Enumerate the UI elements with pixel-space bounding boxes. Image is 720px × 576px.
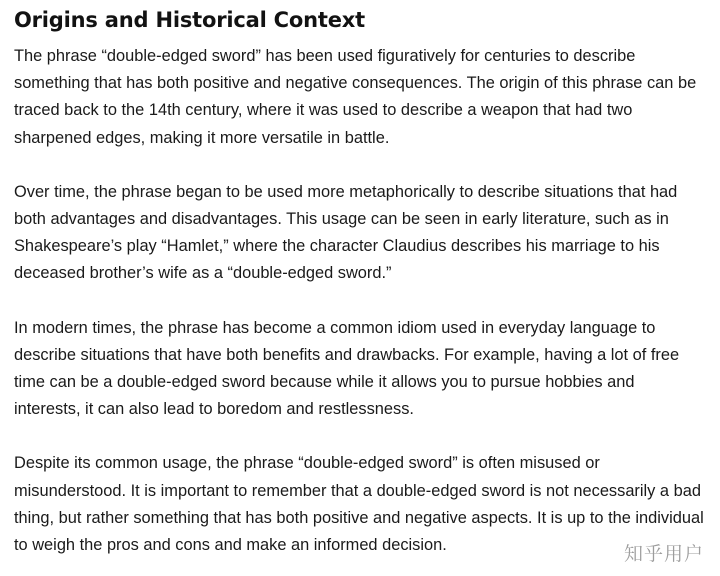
section-heading: Origins and Historical Context	[14, 8, 365, 32]
paragraph-modern-usage: In modern times, the phrase has become a common idiom used in everyday language to describe situations that have both benefits and drawbacks. For example, having a lot of free time can be a double-edged sword because while it allows you to pursue hobbies and interests, it can also lead to boredom and restlessness.	[14, 318, 680, 419]
paragraph-metaphorical-usage: Over time, the phrase began to be used more metaphorically to describe situations that had both advantages and disadvantages. This usage can be seen in early literature, such as in Shakespeare’s play “Hamlet,” where the character Claudius describes his marriage to his deceased brother’s wife as a “double-edged sword.”	[14, 182, 678, 283]
paragraph-misuse: Despite its common usage, the phrase “double-edged sword” is often misused or misunderstood. It is important to remember that a double-edged sword is not necessarily a bad thing, but rather something that has both positive and negative aspects. It is up to the individual to weigh the pros and cons and make an informed decision.	[14, 454, 704, 555]
zhihu-watermark: 知乎用户	[623, 543, 704, 565]
paragraph-origins: The phrase “double-edged sword” has been used figuratively for centuries to describe something that has both positive and negative consequences. The origin of this phrase can be traced back to the 14th century, where it was used to describe a weapon that had two sharpened edges, making it more versatile in battle.	[14, 47, 697, 147]
